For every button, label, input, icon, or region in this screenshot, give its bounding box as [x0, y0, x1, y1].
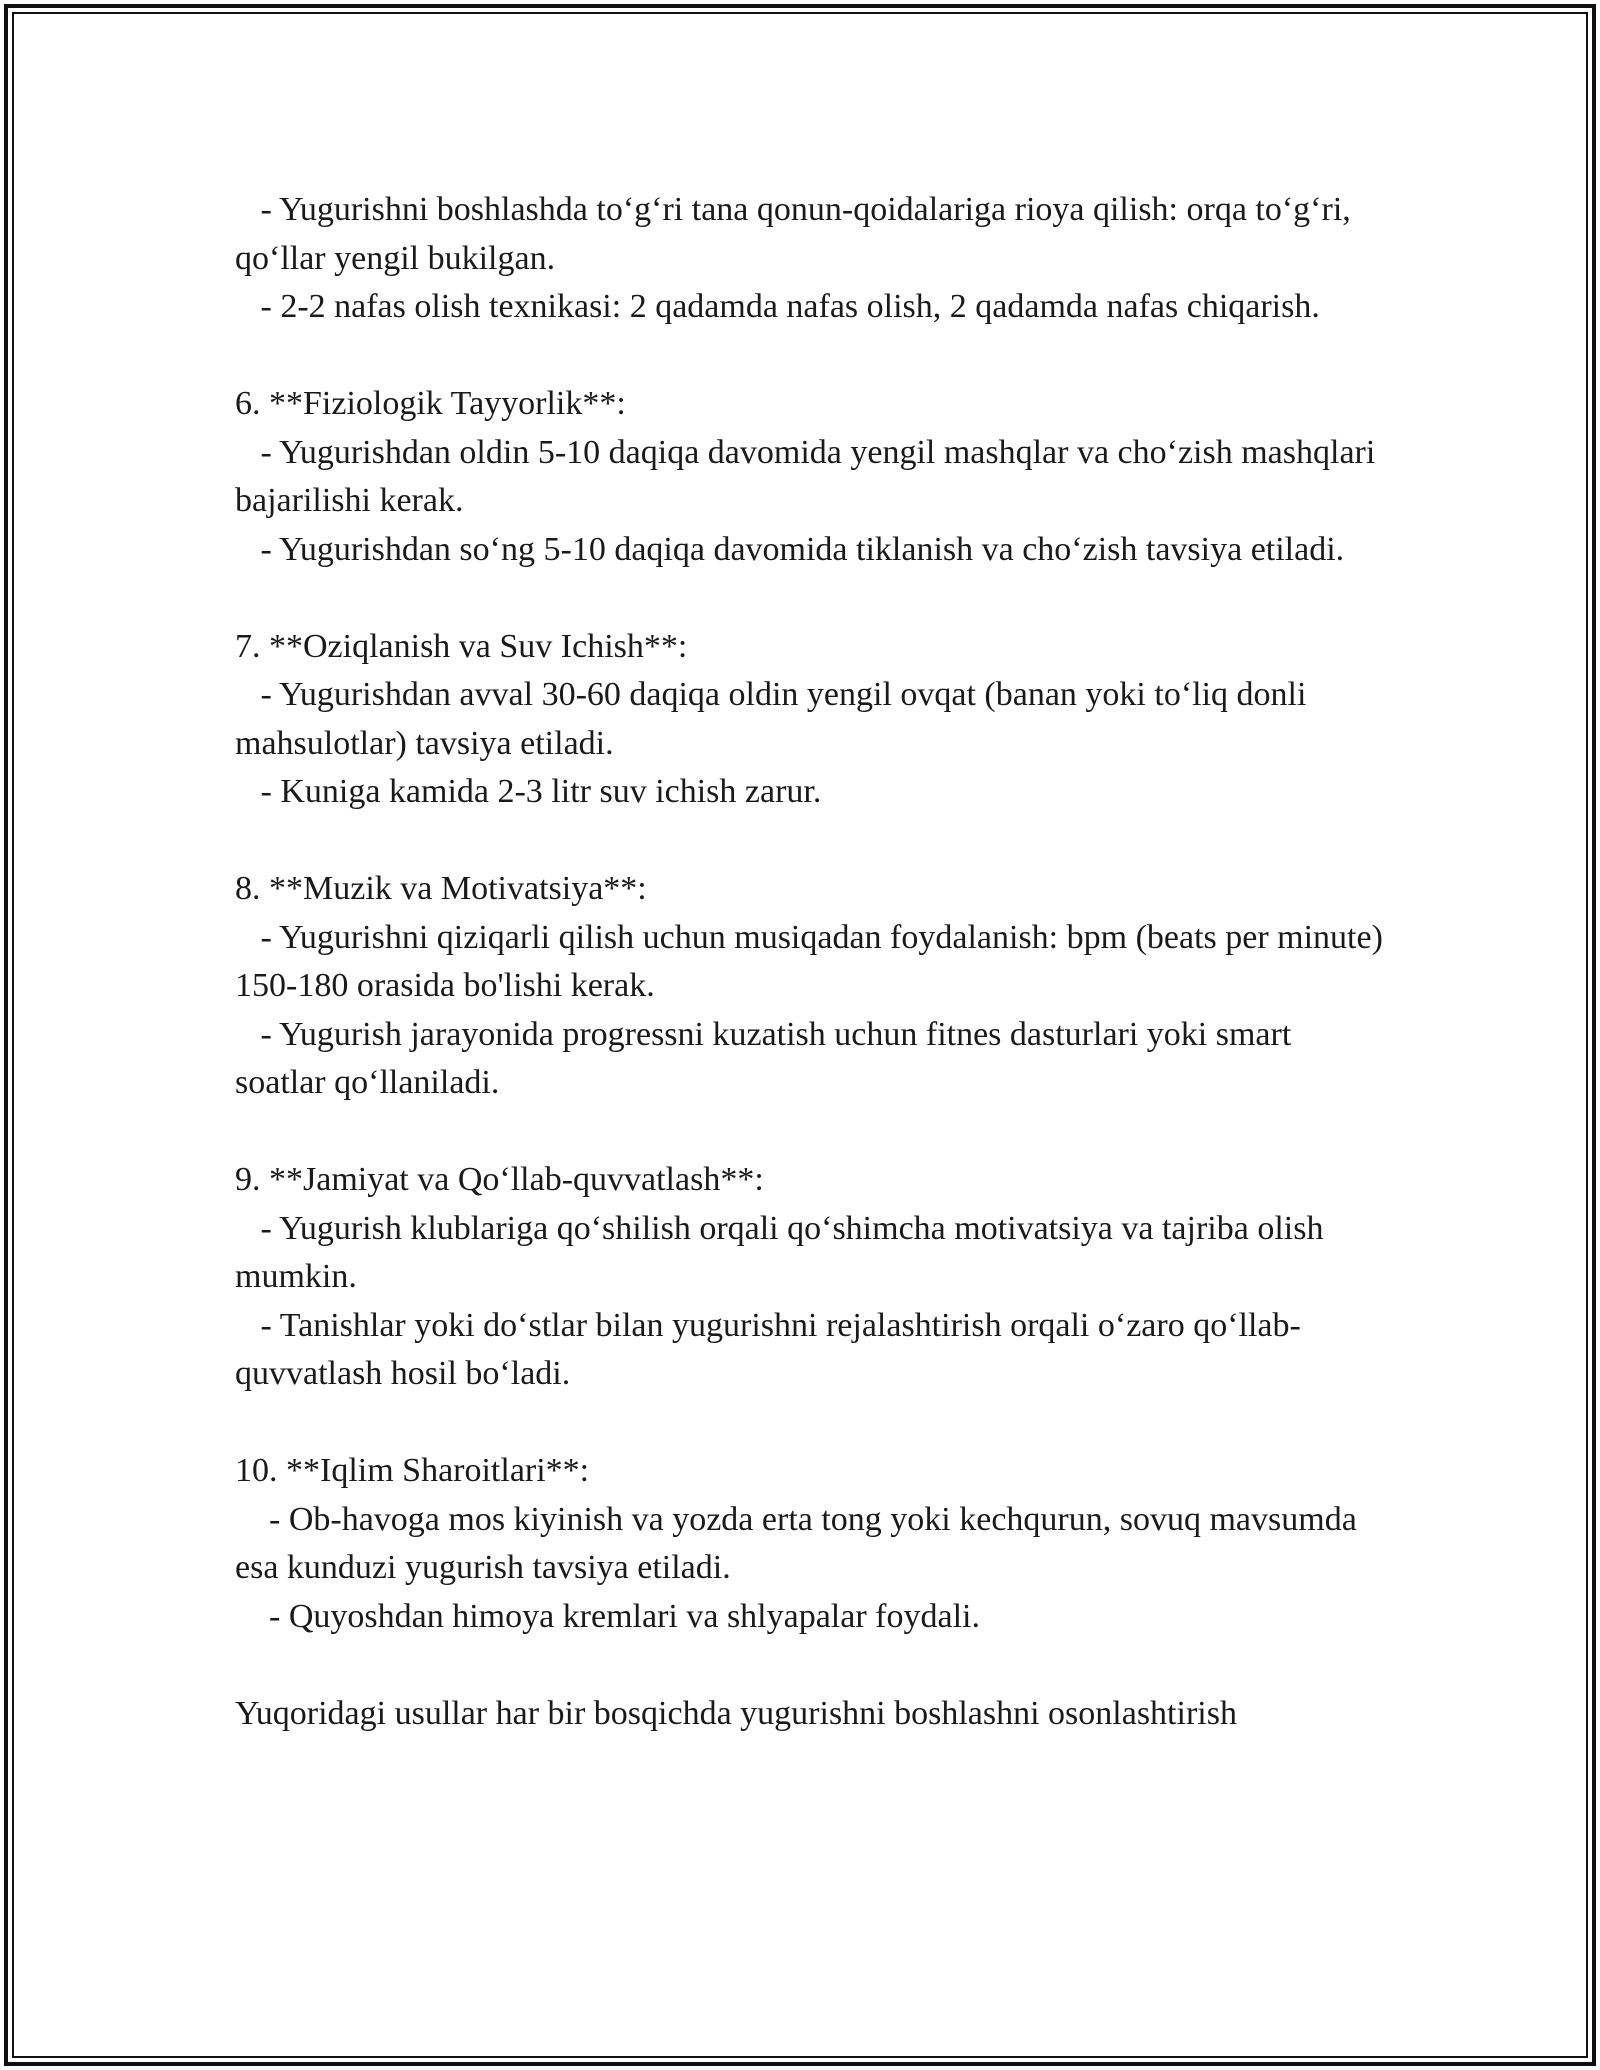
- bullet-line: - Yugurishni qiziqarli qilish uchun musiqadan foydalanish: bpm (beats per minute) 150-180 orasida bo'lishi kerak.: [235, 918, 1392, 1004]
- bullet-line: - 2-2 nafas olish texnikasi: 2 qadamda nafas olish, 2 qadamda nafas chiqarish.: [235, 288, 1320, 325]
- bullet-line: - Kuniga kamida 2-3 litr suv ichish zarur.: [235, 773, 822, 810]
- section-heading: 7. **Oziqlanish va Suv Ichish**:: [235, 627, 688, 665]
- section-9: [235, 1156, 1385, 1399]
- section-heading: 8. **Muzik va Motivatsiya**:: [235, 870, 647, 907]
- section-heading: 6. **Fiziologik Tayyorlik**:: [235, 385, 626, 422]
- conclusion-line: Yuqoridagi usullar har bir bosqichda yugurishni boshlashni osonlashtirish: [235, 1694, 1237, 1732]
- paragraph-gap: [235, 574, 1385, 623]
- section-6: [235, 380, 1385, 574]
- bullet-line: - Yugurishni boshlashda to‘g‘ri tana qonun-qoidalariga rioya qilish: orqa to‘g‘ri, qo‘llar yengil bukilgan.: [235, 191, 1360, 277]
- bullet-line: - Yugurishdan avval 30-60 daqiqa oldin yengil ovqat (banan yoki to‘liq donli mahsulotlar) tavsiya etiladi.: [235, 676, 1315, 762]
- document-body: [235, 186, 1392, 1738]
- bullet-line: - Yugurishdan so‘ng 5-10 daqiqa davomida tiklanish va cho‘zish tavsiya etiladi.: [235, 530, 1345, 568]
- bullet-line: - Ob-havoga mos kiyinish va yozda erta tong yoki kechqurun, sovuq mavsumda esa kunduzi yugurish tavsiya etiladi.: [235, 1500, 1366, 1586]
- section-intro-continuation: [235, 186, 1385, 332]
- section-10: [235, 1447, 1385, 1641]
- bullet-line: - Yugurishdan oldin 5-10 daqiqa davomida yengil mashqlar va cho‘zish mashqlari bajarilishi kerak.: [235, 433, 1384, 519]
- conclusion: [235, 1690, 1385, 1739]
- paragraph-gap: [235, 1399, 1385, 1448]
- paragraph-gap: [235, 1108, 1385, 1157]
- paragraph-gap: [235, 817, 1385, 866]
- paragraph-gap: [235, 1641, 1385, 1690]
- bullet-line: - Tanishlar yoki do‘stlar bilan yugurishni rejalashtirish orqali o‘zaro qo‘llab-quvvatlash hosil bo‘ladi.: [235, 1306, 1301, 1392]
- bullet-line: - Yugurish klublariga qo‘shilish orqali qo‘shimcha motivatsiya va tajriba olish mumkin.: [235, 1209, 1332, 1295]
- bullet-line: - Yugurish jarayonida progressni kuzatish uchun fitnes dasturlari yoki smart soatlar qo‘llaniladi.: [235, 1015, 1300, 1101]
- section-heading: 9. **Jamiyat va Qo‘llab-quvvatlash**:: [235, 1161, 764, 1198]
- paragraph-gap: [235, 332, 1385, 381]
- bullet-line: - Quyoshdan himoya kremlari va shlyapalar foydali.: [235, 1597, 980, 1635]
- section-heading: 10. **Iqlim Sharoitlari**:: [235, 1452, 590, 1489]
- section-8: [235, 865, 1392, 1108]
- section-7: [235, 623, 1385, 817]
